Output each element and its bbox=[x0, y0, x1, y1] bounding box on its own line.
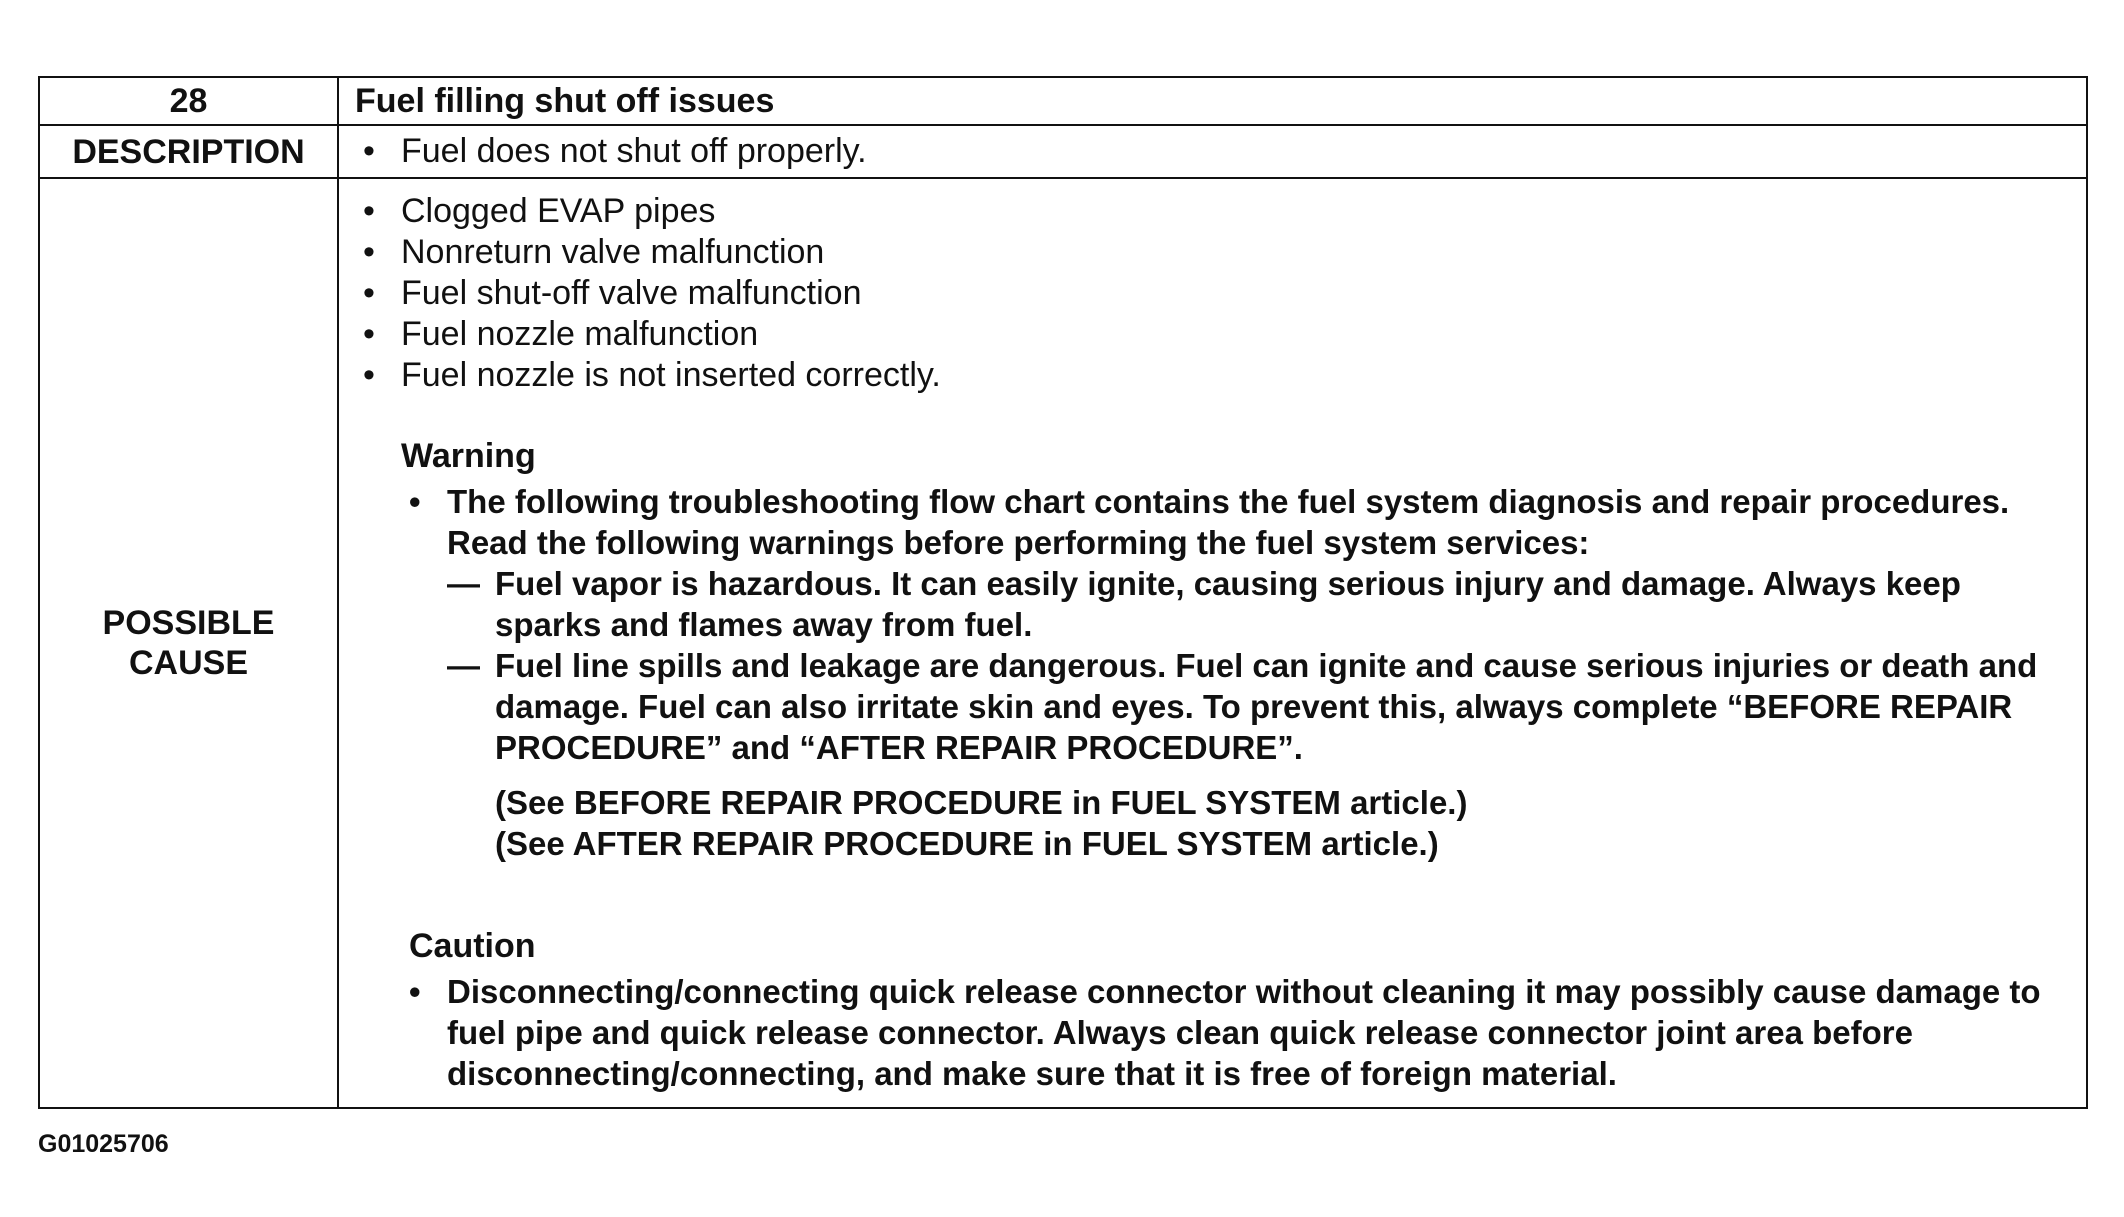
cause-text: Fuel nozzle malfunction bbox=[401, 315, 759, 353]
description-list bbox=[355, 131, 2086, 172]
cause-list bbox=[355, 191, 2070, 396]
bullet-icon: • bbox=[363, 315, 375, 353]
possible-cause-label-line1: POSSIBLE bbox=[102, 604, 275, 642]
dash-icon: — bbox=[447, 647, 480, 684]
cause-text: Clogged EVAP pipes bbox=[401, 192, 716, 230]
caution-list bbox=[401, 971, 2070, 1094]
diagnostic-table bbox=[38, 76, 2088, 1109]
bullet-icon: • bbox=[363, 356, 375, 394]
bullet-icon: • bbox=[409, 483, 421, 520]
possible-cause-label-line2: CAUSE bbox=[128, 644, 249, 682]
possible-cause-row bbox=[39, 178, 2087, 1108]
possible-cause-cell bbox=[338, 178, 2087, 1108]
list-item bbox=[401, 481, 2070, 864]
description-label: DESCRIPTION bbox=[39, 125, 338, 178]
description-row bbox=[39, 125, 2087, 178]
warning-block bbox=[401, 436, 2070, 864]
cause-text: Fuel nozzle is not inserted correctly. bbox=[401, 356, 941, 394]
list-item bbox=[447, 645, 2070, 768]
reference-before-repair[interactable]: (See BEFORE REPAIR PROCEDURE in FUEL SYSTEM article.) bbox=[495, 784, 1468, 821]
list-item bbox=[355, 273, 2070, 314]
caution-heading: Caution bbox=[409, 927, 536, 965]
list-item bbox=[447, 563, 2070, 645]
possible-cause-label bbox=[39, 178, 338, 1108]
bullet-icon: • bbox=[363, 274, 375, 312]
list-item bbox=[401, 971, 2070, 1094]
bullet-icon: • bbox=[409, 973, 421, 1010]
procedure-title: Fuel filling shut off issues bbox=[338, 77, 2087, 125]
description-text: Fuel does not shut off properly. bbox=[401, 132, 867, 170]
list-item bbox=[355, 314, 2070, 355]
bullet-icon: • bbox=[363, 132, 375, 170]
description-cell bbox=[338, 125, 2087, 178]
warning-text: The following troubleshooting flow chart contains the fuel system diagnosis and repair procedures. Read the following warnings before performing the fuel system services: bbox=[447, 483, 2010, 561]
reference-block bbox=[495, 782, 2070, 864]
warning-dash-list bbox=[447, 563, 2070, 768]
cause-text: Fuel shut-off valve malfunction bbox=[401, 274, 862, 312]
warning-list bbox=[401, 481, 2070, 864]
bullet-icon: • bbox=[363, 233, 375, 271]
list-item bbox=[355, 232, 2070, 273]
caution-text: Disconnecting/connecting quick release connector without cleaning it may possibly cause damage to fuel pipe and quick release connector. Always clean quick release connector joint area before disconnecting/connecting, and make sure that it is free of foreign material. bbox=[447, 973, 2041, 1092]
title-row bbox=[39, 77, 2087, 125]
list-item bbox=[355, 355, 2070, 396]
caution-block bbox=[401, 926, 2070, 1094]
warning-dash-text: Fuel vapor is hazardous. It can easily ignite, causing serious injury and damage. Always keep sparks and flames away from fuel. bbox=[495, 565, 1961, 643]
procedure-number: 28 bbox=[39, 77, 338, 125]
list-item bbox=[355, 131, 2086, 172]
dash-icon: — bbox=[447, 565, 480, 602]
bullet-icon: • bbox=[363, 192, 375, 230]
warning-heading: Warning bbox=[401, 437, 536, 475]
list-item bbox=[355, 191, 2070, 232]
figure-id: G01025706 bbox=[38, 1130, 169, 1158]
warning-dash-text: Fuel line spills and leakage are dangerous. Fuel can ignite and cause serious injuries or death and damage. Fuel can also irritate skin and eyes. To prevent this, always complete “BEFORE REPAIR PROCEDURE” and “AFTER REPAIR PROCEDURE”. bbox=[495, 647, 2038, 766]
reference-after-repair[interactable]: (See AFTER REPAIR PROCEDURE in FUEL SYSTEM article.) bbox=[495, 825, 1439, 862]
cause-text: Nonreturn valve malfunction bbox=[401, 233, 825, 271]
